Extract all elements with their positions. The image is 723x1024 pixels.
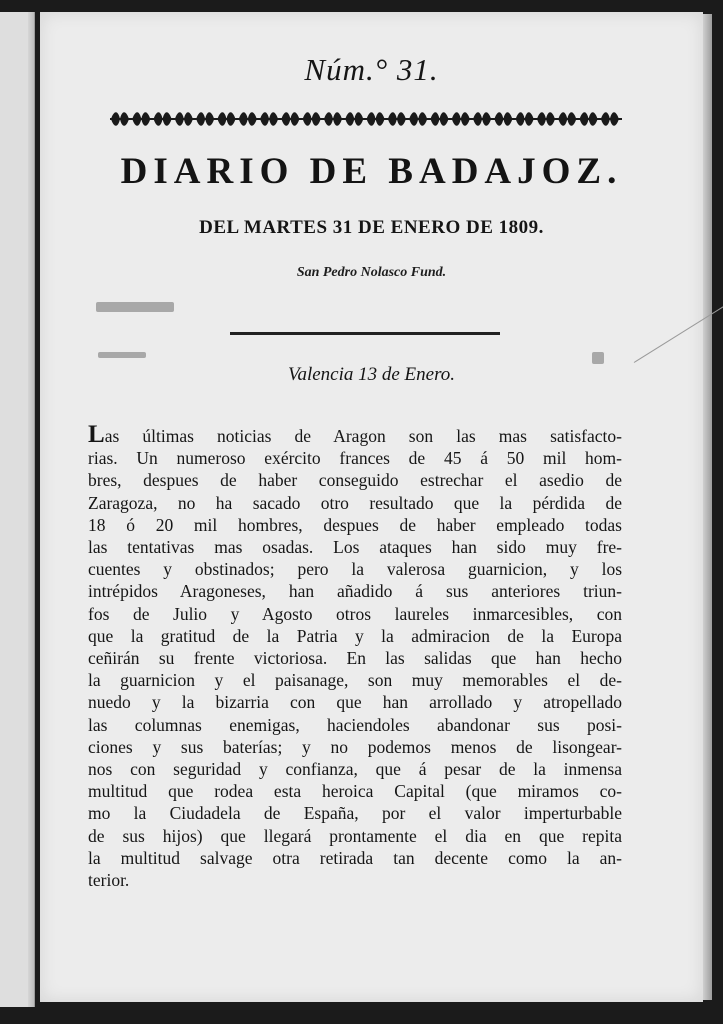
article-line: intrépidos Aragoneses, han añadido á sus anteriores triun- — [88, 581, 622, 602]
article-line: la multitud salvage otra retirada tan decente como la an- — [88, 847, 622, 868]
article-line: las columnas enemigas, haciendoles abandonar sus posi- — [88, 714, 622, 735]
fleuron-icon — [239, 112, 257, 126]
article-line: fos de Julio y Agosto otros laureles inmarcesibles, con — [88, 603, 622, 624]
article-line: las tentativas mas osadas. Los ataques han sido muy fre- — [88, 537, 622, 558]
page-edge — [703, 14, 712, 1000]
article-line — [88, 421, 622, 448]
ornament-border-icon — [110, 108, 622, 130]
fleuron-icon — [580, 112, 598, 126]
facing-page-edge — [0, 12, 35, 1007]
article-line: terior. — [88, 870, 130, 891]
fleuron-icon — [324, 112, 342, 126]
fleuron-icon — [516, 112, 534, 126]
article-line: cuentes y obstinados; pero la valerosa guarnicion, y los — [88, 559, 622, 580]
fleuron-icon — [303, 112, 321, 126]
article-line: multitud que rodea esta heroica Capital (que miramos co- — [88, 781, 622, 802]
article-line: que la gratitud de la Patria y la admiracion de la Europa — [88, 625, 622, 646]
fleuron-icon — [154, 112, 172, 126]
fleuron-icon — [494, 112, 512, 126]
fleuron-icon — [537, 112, 555, 126]
masthead-title: DIARIO DE BADAJOZ. — [120, 151, 623, 192]
article-dateline: Valencia 13 de Enero. — [287, 364, 456, 385]
article-line: nuedo y la bizarria con que han arrollado y atropellado — [88, 692, 622, 713]
fleuron-icon — [452, 112, 470, 126]
fleuron-icon — [431, 112, 449, 126]
fleuron-icon — [175, 112, 193, 126]
article-line: la guarnicion y el paisanage, son muy memorables el de- — [88, 670, 622, 691]
fleuron-icon — [111, 112, 129, 126]
article-line: ciones y sus baterías; y no podemos menos de lisongear- — [88, 736, 622, 757]
article-line: bres, despues de haber conseguido estrechar el asedio de — [88, 470, 622, 491]
article-line: nos con seguridad y confianza, que á pesar de la inmensa — [88, 759, 622, 780]
fleuron-icon — [196, 112, 214, 126]
fleuron-icon — [345, 112, 363, 126]
dateline: DEL MARTES 31 DE ENERO DE 1809. — [199, 217, 544, 238]
fleuron-icon — [601, 112, 619, 126]
article-line: rias. Un numeroso exército frances de 45 á 50 mil hom- — [88, 448, 622, 469]
fleuron-icon — [281, 112, 299, 126]
fleuron-icon — [132, 112, 150, 126]
fleuron-icon — [388, 112, 406, 126]
ink-smudge — [592, 352, 604, 364]
fleuron-icon — [558, 112, 576, 126]
article-line: Zaragoza, no ha sacado otro resultado que la pérdida de — [88, 492, 622, 513]
fleuron-icon — [218, 112, 236, 126]
fleuron-icon — [409, 112, 427, 126]
article-line: de sus hijos) que llegará prontamente el dia en que repita — [88, 825, 622, 846]
ink-smudge — [98, 352, 146, 358]
article-line: mo la Ciudadela de España, por el valor imperturbable — [88, 803, 622, 824]
ink-smudge — [96, 302, 174, 312]
fleuron-icon — [473, 112, 491, 126]
saint-of-the-day: San Pedro Nolasco Fund. — [296, 265, 447, 280]
article-line: ceñirán su frente victoriosa. En las salidas que han hecho — [88, 648, 622, 669]
issue-number: Núm.° 31. — [304, 52, 439, 87]
article-line: 18 ó 20 mil hombres, despues de haber empleado todas — [88, 514, 622, 535]
drop-cap: L — [88, 421, 105, 448]
newspaper-page — [40, 12, 703, 1002]
section-rule — [230, 332, 500, 335]
fleuron-icon — [260, 112, 278, 126]
article-line-text: as últimas noticias de Aragon son las mas satisfacto- — [104, 426, 622, 446]
article-body — [88, 421, 622, 891]
fleuron-icon — [367, 112, 385, 126]
